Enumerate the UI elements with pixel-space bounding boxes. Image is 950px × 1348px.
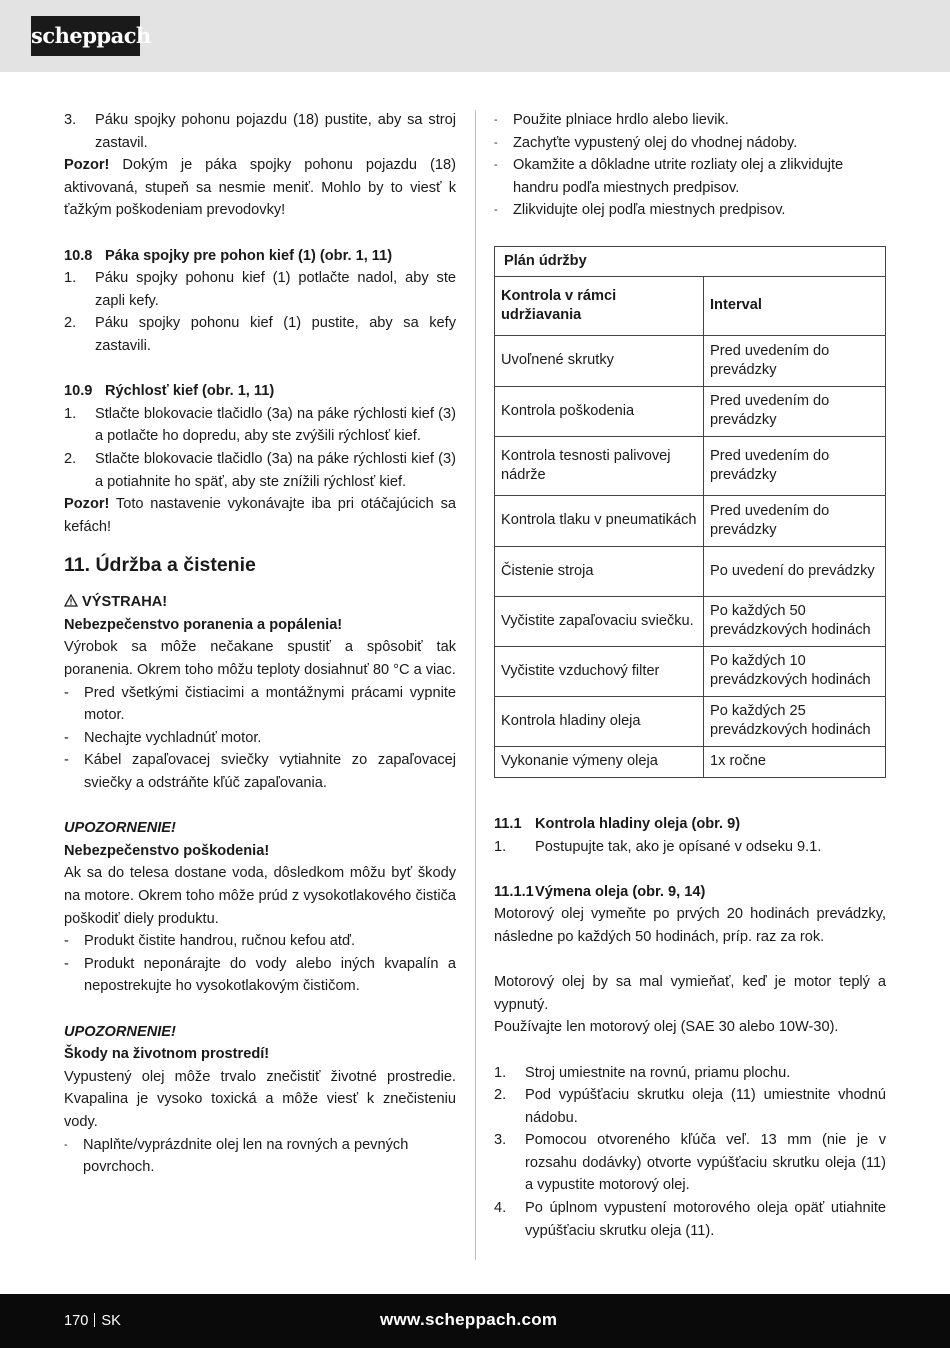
table-row: Uvoľnené skrutky Pred uvedením do prevádzky — [495, 335, 886, 386]
table-row: Vyčistite vzduchový filter Po každých 10 prevádzkových hodinách — [495, 646, 886, 696]
notice-text: Ak sa do telesa dostane voda, dôsledkom môžu byť škody na motore. Okrem toho môže prúd z vysokotlakového čističa poškodiť diely produktu. — [64, 865, 456, 927]
left-column — [64, 109, 456, 1179]
caution-paragraph: Pozor! Dokým je páka spojky pohonu pojazdu (18) aktivovaná, stupeň sa nesmie meniť. Mohlo by to viesť k ťažkým poškodeniam prevodovky! — [64, 157, 456, 219]
list-item: 2. Pod vypúšťaciu skrutku oleja (11) umiestnite vhodnú nádobu. — [494, 1087, 886, 1126]
list-item: - Produkt čistite handrou, ručnou kefou atď. — [64, 933, 356, 950]
warning-subheading: Nebezpečenstvo poranenia a popálenia! — [64, 616, 343, 633]
list-item: 2. Stlačte blokovacie tlačidlo (3a) na páke rýchlosti kief (3) a potiahnite ho späť, aby ste znížili rýchlosť kief. — [64, 450, 456, 490]
brand-logo: scheppach — [31, 16, 140, 56]
table-row: Kontrola tlaku v pneumatikách Pred uvedením do prevádzky — [495, 495, 886, 546]
table-title: Plán údržby — [495, 246, 886, 276]
paragraph: Motorový olej vymeňte po prvých 20 hodinách prevádzky, následne po každých 50 hodinách, príp. raz za rok. — [494, 906, 886, 945]
notice-subheading: Nebezpečenstvo poškodenia! — [64, 842, 270, 859]
list-item: - Naplňte/vyprázdnite olej len na rovných a pevných povrchoch. — [64, 1136, 409, 1176]
list-item: - Kábel zapaľovacej sviečky vytiahnite zo zapaľovacej sviečky a odstráňte kľúč zapaľovania. — [64, 752, 456, 792]
section-heading-10-9: 10.9 Rýchlosť kief (obr. 1, 11) — [64, 383, 275, 400]
header-band — [0, 0, 950, 72]
warning-triangle-icon — [64, 594, 78, 607]
table-row: Vykonanie výmeny oleja 1x ročne — [495, 746, 886, 777]
list-item: - Použite plniace hrdlo alebo lievik. — [494, 112, 729, 128]
table-title-row — [495, 246, 886, 276]
list-item: 1. Stlačte blokovacie tlačidlo (3a) na páke rýchlosti kief (3) a potlačte ho dopredu, aby ste zvýšili rýchlosť kief. — [64, 405, 456, 445]
list-item: 3. Pomocou otvoreného kľúča veľ. 13 mm (nie je v rozsahu dodávky) otvorte vypúšťaciu skrutku oleja (11) a vypustite motorový olej. — [494, 1132, 886, 1194]
list-item: 1. Stroj umiestnite na rovnú, priamu plochu. — [494, 1064, 791, 1081]
column-header: Interval — [704, 276, 886, 335]
section-heading-11-1-1: 11.1.1Výmena oleja (obr. 9, 14) — [494, 883, 706, 900]
list-item: - Okamžite a dôkladne utrite rozliaty olej a zlikvidujte handru podľa miestnych predpisov. — [494, 157, 844, 196]
section-heading-11-1: 11.1 Kontrola hladiny oleja (obr. 9) — [494, 815, 741, 832]
list-item: 1. Páku spojky pohonu kief (1) potlačte nadol, aby ste zapli kefy. — [64, 270, 456, 309]
website-link[interactable]: www.scheppach.com — [380, 1310, 558, 1329]
list-item: 4. Po úplnom vypustení motorového oleja opäť utiahnite vypúšťaciu skrutku oleja (11). — [494, 1200, 886, 1239]
page-number: 170 SK — [64, 1313, 121, 1329]
table-row: Vyčistite zapaľovaciu sviečku. Po každých 50 prevádzkových hodinách — [495, 596, 886, 646]
section-heading-11: 11. Údržba a čistenie — [64, 554, 256, 577]
notice-heading: UPOZORNENIE! — [64, 820, 176, 837]
table-header-row — [495, 276, 886, 335]
section-heading-10-8: 10.8 Páka spojky pre pohon kief (1) (obr. 1, 11) — [64, 247, 393, 264]
list-item: - Produkt neponárajte do vody alebo iných kvapalín a nepostrekujte ho vysokotlakovým čističom. — [64, 955, 456, 995]
list-item: - Zlikvidujte olej podľa miestnych predpisov. — [494, 202, 786, 219]
paragraph: Používajte len motorový olej (SAE 30 alebo 10W-30). — [494, 1019, 839, 1036]
list-item: 1. Postupujte tak, ako je opísané v odseku 9.1. — [494, 838, 822, 855]
table-row: Kontrola poškodenia Pred uvedením do prevádzky — [495, 386, 886, 436]
list-item: - Pred všetkými čistiacimi a montážnymi prácami vypnite motor. — [64, 684, 456, 724]
list-item: - Zachyťte vypustený olej do vhodnej nádoby. — [494, 134, 798, 151]
warning-text: Výrobok sa môže nečakane spustiť a spôsobiť tak poranenia. Okrem toho môžu teploty dosiahnuť 80 °C a viac. — [64, 639, 456, 679]
caution-paragraph: Pozor! Toto nastavenie vykonávajte iba pri otáčajúcich sa kefách! — [64, 496, 456, 535]
paragraph: Motorový olej by sa mal vymieňať, keď je motor teplý a vypnutý. — [494, 974, 886, 1013]
table-row: Čistenie stroja Po uvedení do prevádzky — [495, 546, 886, 596]
right-column — [494, 109, 886, 1242]
notice-text: Vypustený olej môže trvalo znečistiť životné prostredie. Kvapalina je vysoko toxická a môže viesť k znečisteniu vody. — [64, 1068, 456, 1130]
notice-subheading: Škody na životnom prostredí! — [64, 1046, 270, 1063]
table-row: Kontrola hladiny oleja Po každých 25 prevádzkových hodinách — [495, 696, 886, 746]
column-header: Kontrola v rámci udržiavania — [495, 276, 704, 335]
table-row: Kontrola tesnosti palivovej nádrže Pred uvedením do prevádzky — [495, 436, 886, 495]
list-item: - Nechajte vychladnúť motor. — [64, 729, 262, 746]
column-divider — [475, 110, 476, 1260]
list-item: 3. Páku spojky pohonu pojazdu (18) pustite, aby sa stroj zastavil. — [64, 112, 456, 151]
footer-band — [0, 1294, 950, 1348]
notice-heading: UPOZORNENIE! — [64, 1023, 176, 1040]
list-item: 2. Páku spojky pohonu kief (1) pustite, aby sa kefy zastavili. — [64, 315, 456, 354]
maintenance-table — [494, 246, 886, 778]
warning-heading: VÝSTRAHA! — [64, 591, 456, 614]
